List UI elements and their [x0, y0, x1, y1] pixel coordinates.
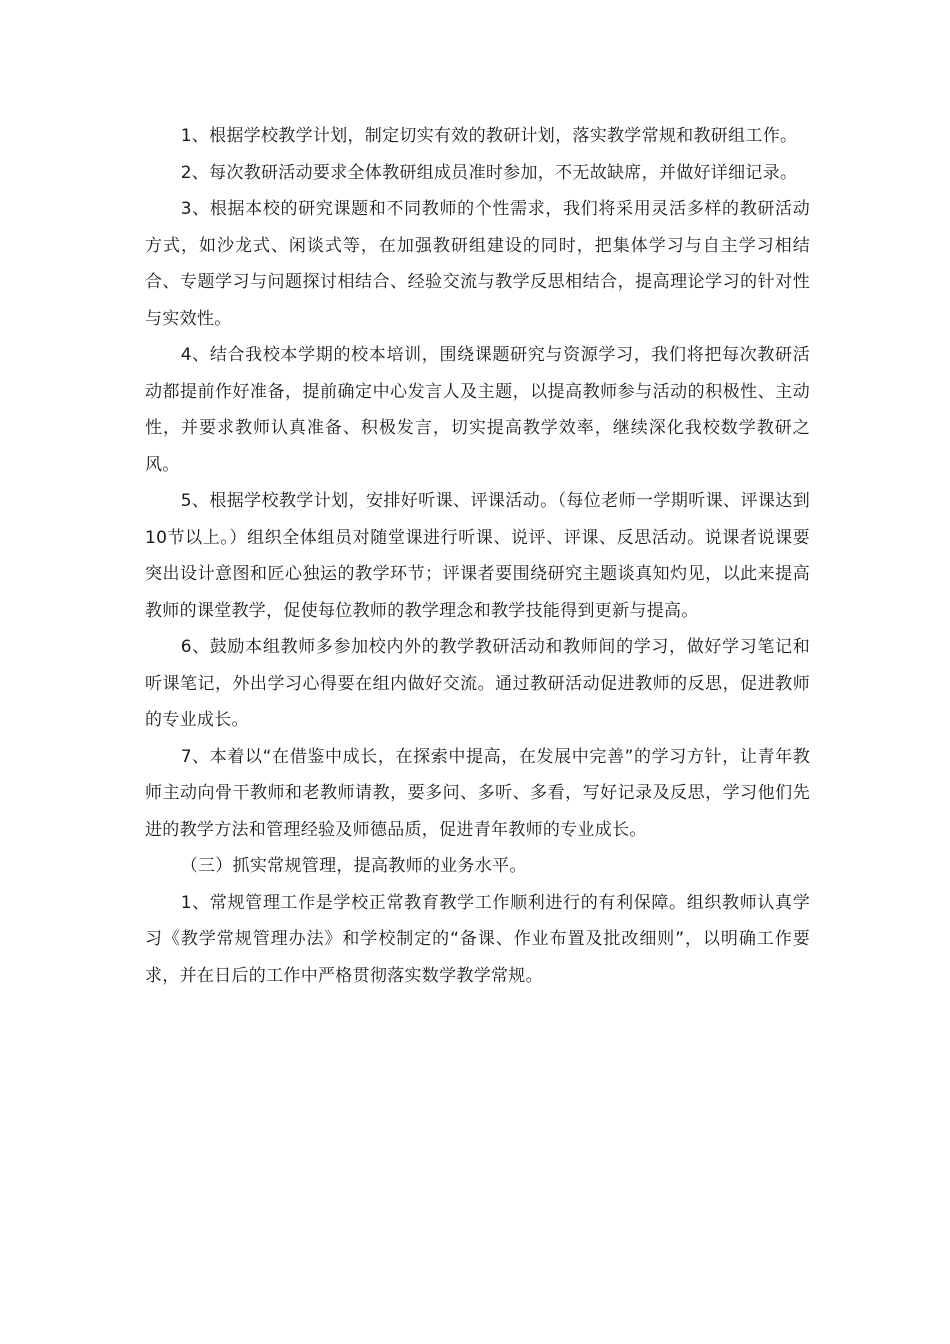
paragraph-item-4: 4、结合我校本学期的校本培训，围绕课题研究与资源学习，我们将把每次教研活动都提前作好准备，提前确定中心发言人及主题，以提高教师参与活动的积极性、主动性，并要求教师认真准备、积极发言，切实提高教学效率，继续深化我校数学教研之风。: [145, 345, 810, 475]
paragraph-item-8: 1、常规管理工作是学校正常教育教学工作顺利进行的有利保障。组织教师认真学习《教学常规管理办法》和学校制定的“备课、作业布置及批改细则”，以明确工作要求，并在日后的工作中严格贯彻落实数学教学常规。: [145, 892, 810, 986]
paragraph-item-2: 2、每次教研活动要求全体教研组成员准时参加，不无故缺席，并做好详细记录。: [180, 162, 798, 183]
paragraph-item-7: 7、本着以“在借鉴中成长，在探索中提高，在发展中完善”的学习方针，让青年教师主动向骨干教师和老教师请教，要多问、多听、多看，写好记录及反思，学习他们先进的教学方法和管理经验及师德品质，促进青年教师的专业成长。: [145, 746, 810, 840]
section-heading: （三）抓实常规管理，提高教师的业务水平。: [180, 856, 527, 876]
paragraph-item-6: 6、鼓励本组教师多参加校内外的教学教研活动和教师间的学习，做好学习笔记和听课笔记，外出学习心得要在组内做好交流。通过教研活动促进教师的反思，促进教师的专业成长。: [145, 637, 810, 730]
document-page: [145, 118, 810, 994]
paragraph-item-3: 3、根据本校的研究课题和不同教师的个性需求，我们将采用灵活多样的教研活动方式，如沙龙式、闲谈式等，在加强教研组建设的同时，把集体学习与自主学习相结合、专题学习与问题探讨相结合、经验交流与教学反思相结合，提高理论学习的针对性与实效性。: [145, 199, 810, 329]
paragraph-item-1: 1、根据学校教学计划，制定切实有效的教研计划，落实教学常规和教研组工作。: [180, 126, 798, 146]
paragraph-item-5: 5、根据学校教学计划，安排好听课、评课活动。（每位老师一学期听课、评课达到10节以上。）组织全体组员对随堂课进行听课、说评、评课、反思活动。说课者说课要突出设计意图和匠心独运的教学环节；评课者要围绕研究主题谈真知灼见，以此来提高教师的课堂教学，促使每位教师的教学理念和教学技能得到更新与提高。: [145, 491, 810, 621]
